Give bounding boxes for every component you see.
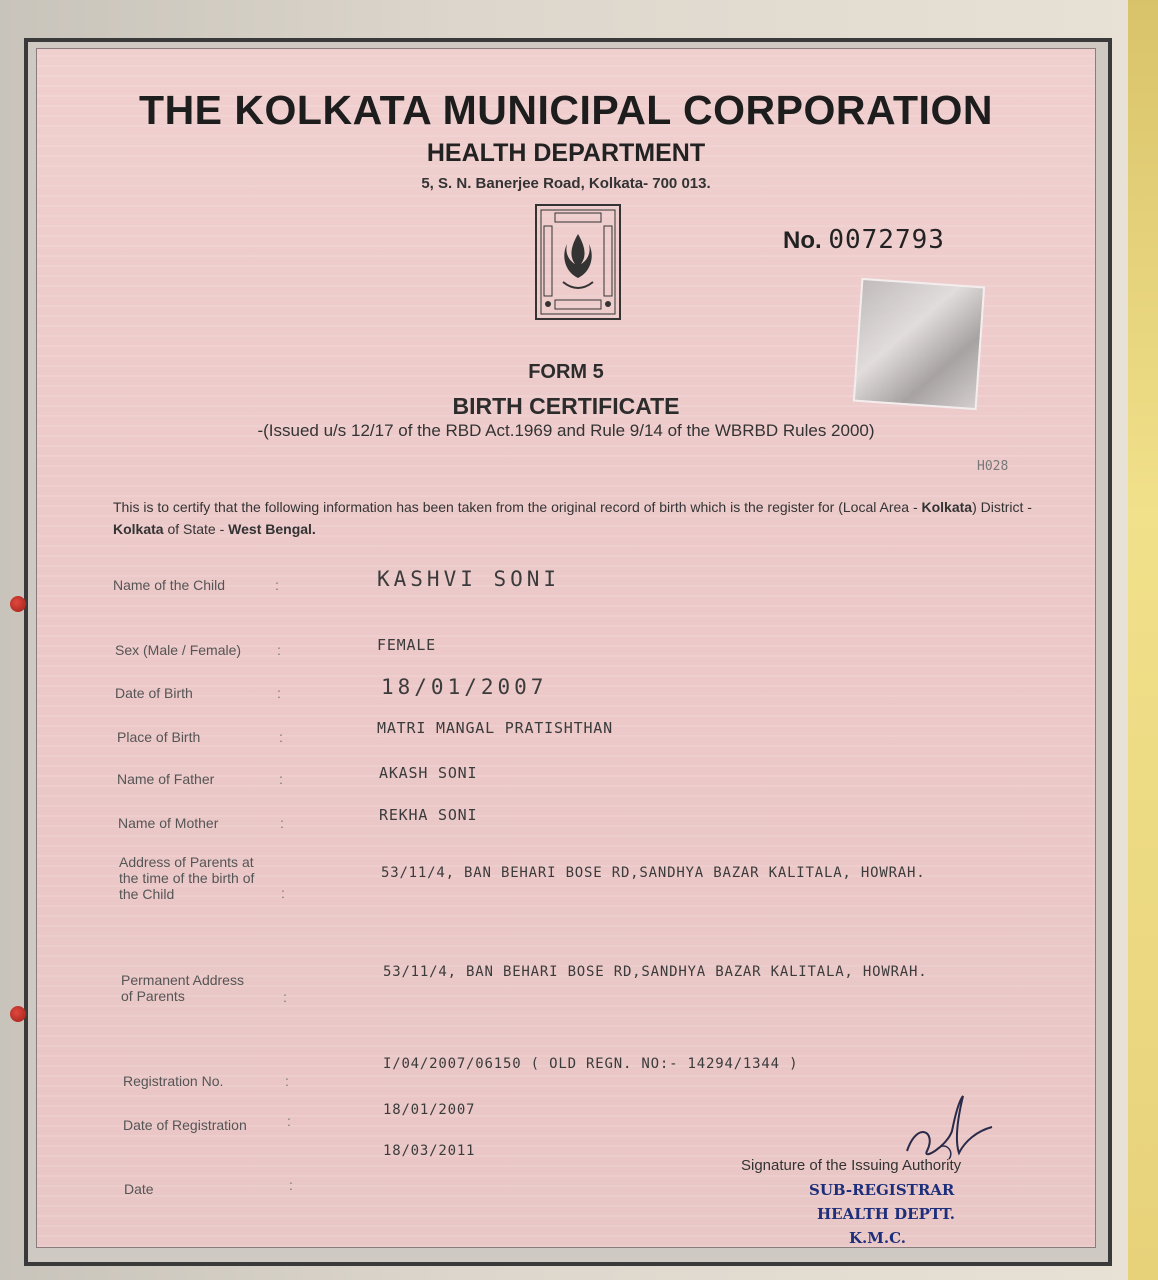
colon: : [281, 885, 285, 901]
registration-date-label: Date of Registration [123, 1117, 247, 1133]
stamp-line: SUB-REGISTRAR [809, 1181, 955, 1199]
address-at-birth-label [119, 854, 254, 902]
address-at-birth-value: 53/11/4, BAN BEHARI BOSE RD,SANDHYA BAZAR KALITALA, HOWRAH. [381, 865, 926, 881]
father-name-value: AKASH SONI [379, 764, 478, 782]
certify-text-3: of State - [163, 521, 229, 537]
permanent-address-label-line: Permanent Address [121, 972, 244, 988]
state: West Bengal. [228, 521, 316, 537]
mother-name-label: Name of Mother [118, 815, 219, 831]
registration-no-value: I/04/2007/06150 ( OLD REGN. NO:- 14294/1344 ) [383, 1056, 799, 1072]
colon: : [277, 642, 281, 658]
address-at-birth-label-line: the time of the birth of [119, 870, 255, 886]
issued-under-text: -(Issued u/s 12/17 of the RBD Act.1969 and Rule 9/14 of the WBRBD Rules 2000) [257, 421, 875, 440]
signature-label: Signature of the Issuing Authority [741, 1157, 962, 1174]
dob-label: Date of Birth [115, 685, 193, 701]
dob-value: 18/01/2007 [381, 675, 548, 699]
certificate-title: BIRTH CERTIFICATE [452, 393, 680, 419]
certificate-number [783, 225, 945, 255]
issue-date-label: Date [124, 1181, 154, 1197]
colon: : [277, 685, 281, 701]
child-name-label: Name of the Child [113, 577, 226, 593]
sex-label: Sex (Male / Female) [115, 642, 242, 658]
certificate-number-value: 0072793 [828, 225, 945, 255]
sex-value: FEMALE [377, 636, 436, 654]
stamp-line: HEALTH DEPTT. [817, 1205, 955, 1223]
address-at-birth-label-line: the Child [119, 886, 175, 902]
permanent-address-label-line: of Parents [121, 988, 185, 1004]
corporation-title: THE KOLKATA MUNICIPAL CORPORATION [139, 87, 993, 133]
registration-no-label: Registration No. [123, 1073, 224, 1089]
background-wall [1128, 0, 1158, 1280]
registration-date-value: 18/01/2007 [383, 1102, 476, 1118]
colon: : [275, 577, 279, 593]
certify-text-1: This is to certify that the following information has been taken from the original record of birth which is the register for (Local Area - [113, 499, 922, 515]
district: Kolkata [113, 521, 164, 537]
form-number: FORM 5 [528, 361, 604, 383]
punch-hole [10, 596, 26, 612]
certificate-number-label: No. [783, 227, 822, 254]
colon: : [279, 729, 283, 745]
local-area: Kolkata [921, 499, 973, 515]
place-of-birth-value: MATRI MANGAL PRATISHTHAN [377, 719, 613, 737]
colon: : [280, 815, 284, 831]
mother-name-value: REKHA SONI [379, 806, 478, 824]
child-name-value: KASHVI SONI [377, 567, 561, 591]
permanent-address-label [121, 972, 244, 1004]
colon: : [279, 771, 283, 787]
permanent-address-value: 53/11/4, BAN BEHARI BOSE RD,SANDHYA BAZAR KALITALA, HOWRAH. [383, 964, 928, 980]
colon: : [289, 1177, 293, 1193]
kmc-emblem-icon [535, 204, 621, 320]
hologram-sticker [853, 278, 985, 410]
birth-certificate [36, 48, 1096, 1248]
certify-text-2: ) District - [972, 499, 1032, 515]
colon: : [285, 1073, 289, 1089]
department-title: HEALTH DEPARTMENT [426, 139, 706, 167]
place-of-birth-label: Place of Birth [117, 729, 201, 745]
colon: : [283, 989, 287, 1005]
corporation-address: 5, S. N. Banerjee Road, Kolkata- 700 013. [421, 175, 711, 192]
father-name-label: Name of Father [117, 771, 215, 787]
issue-date-value: 18/03/2011 [383, 1143, 476, 1159]
address-at-birth-label-line: Address of Parents at [119, 854, 254, 870]
punch-hole [10, 1006, 26, 1022]
certify-statement [113, 496, 1073, 540]
stamp-line: K.M.C. [849, 1229, 906, 1247]
document-code: H028 [977, 459, 1009, 474]
colon: : [287, 1113, 291, 1129]
